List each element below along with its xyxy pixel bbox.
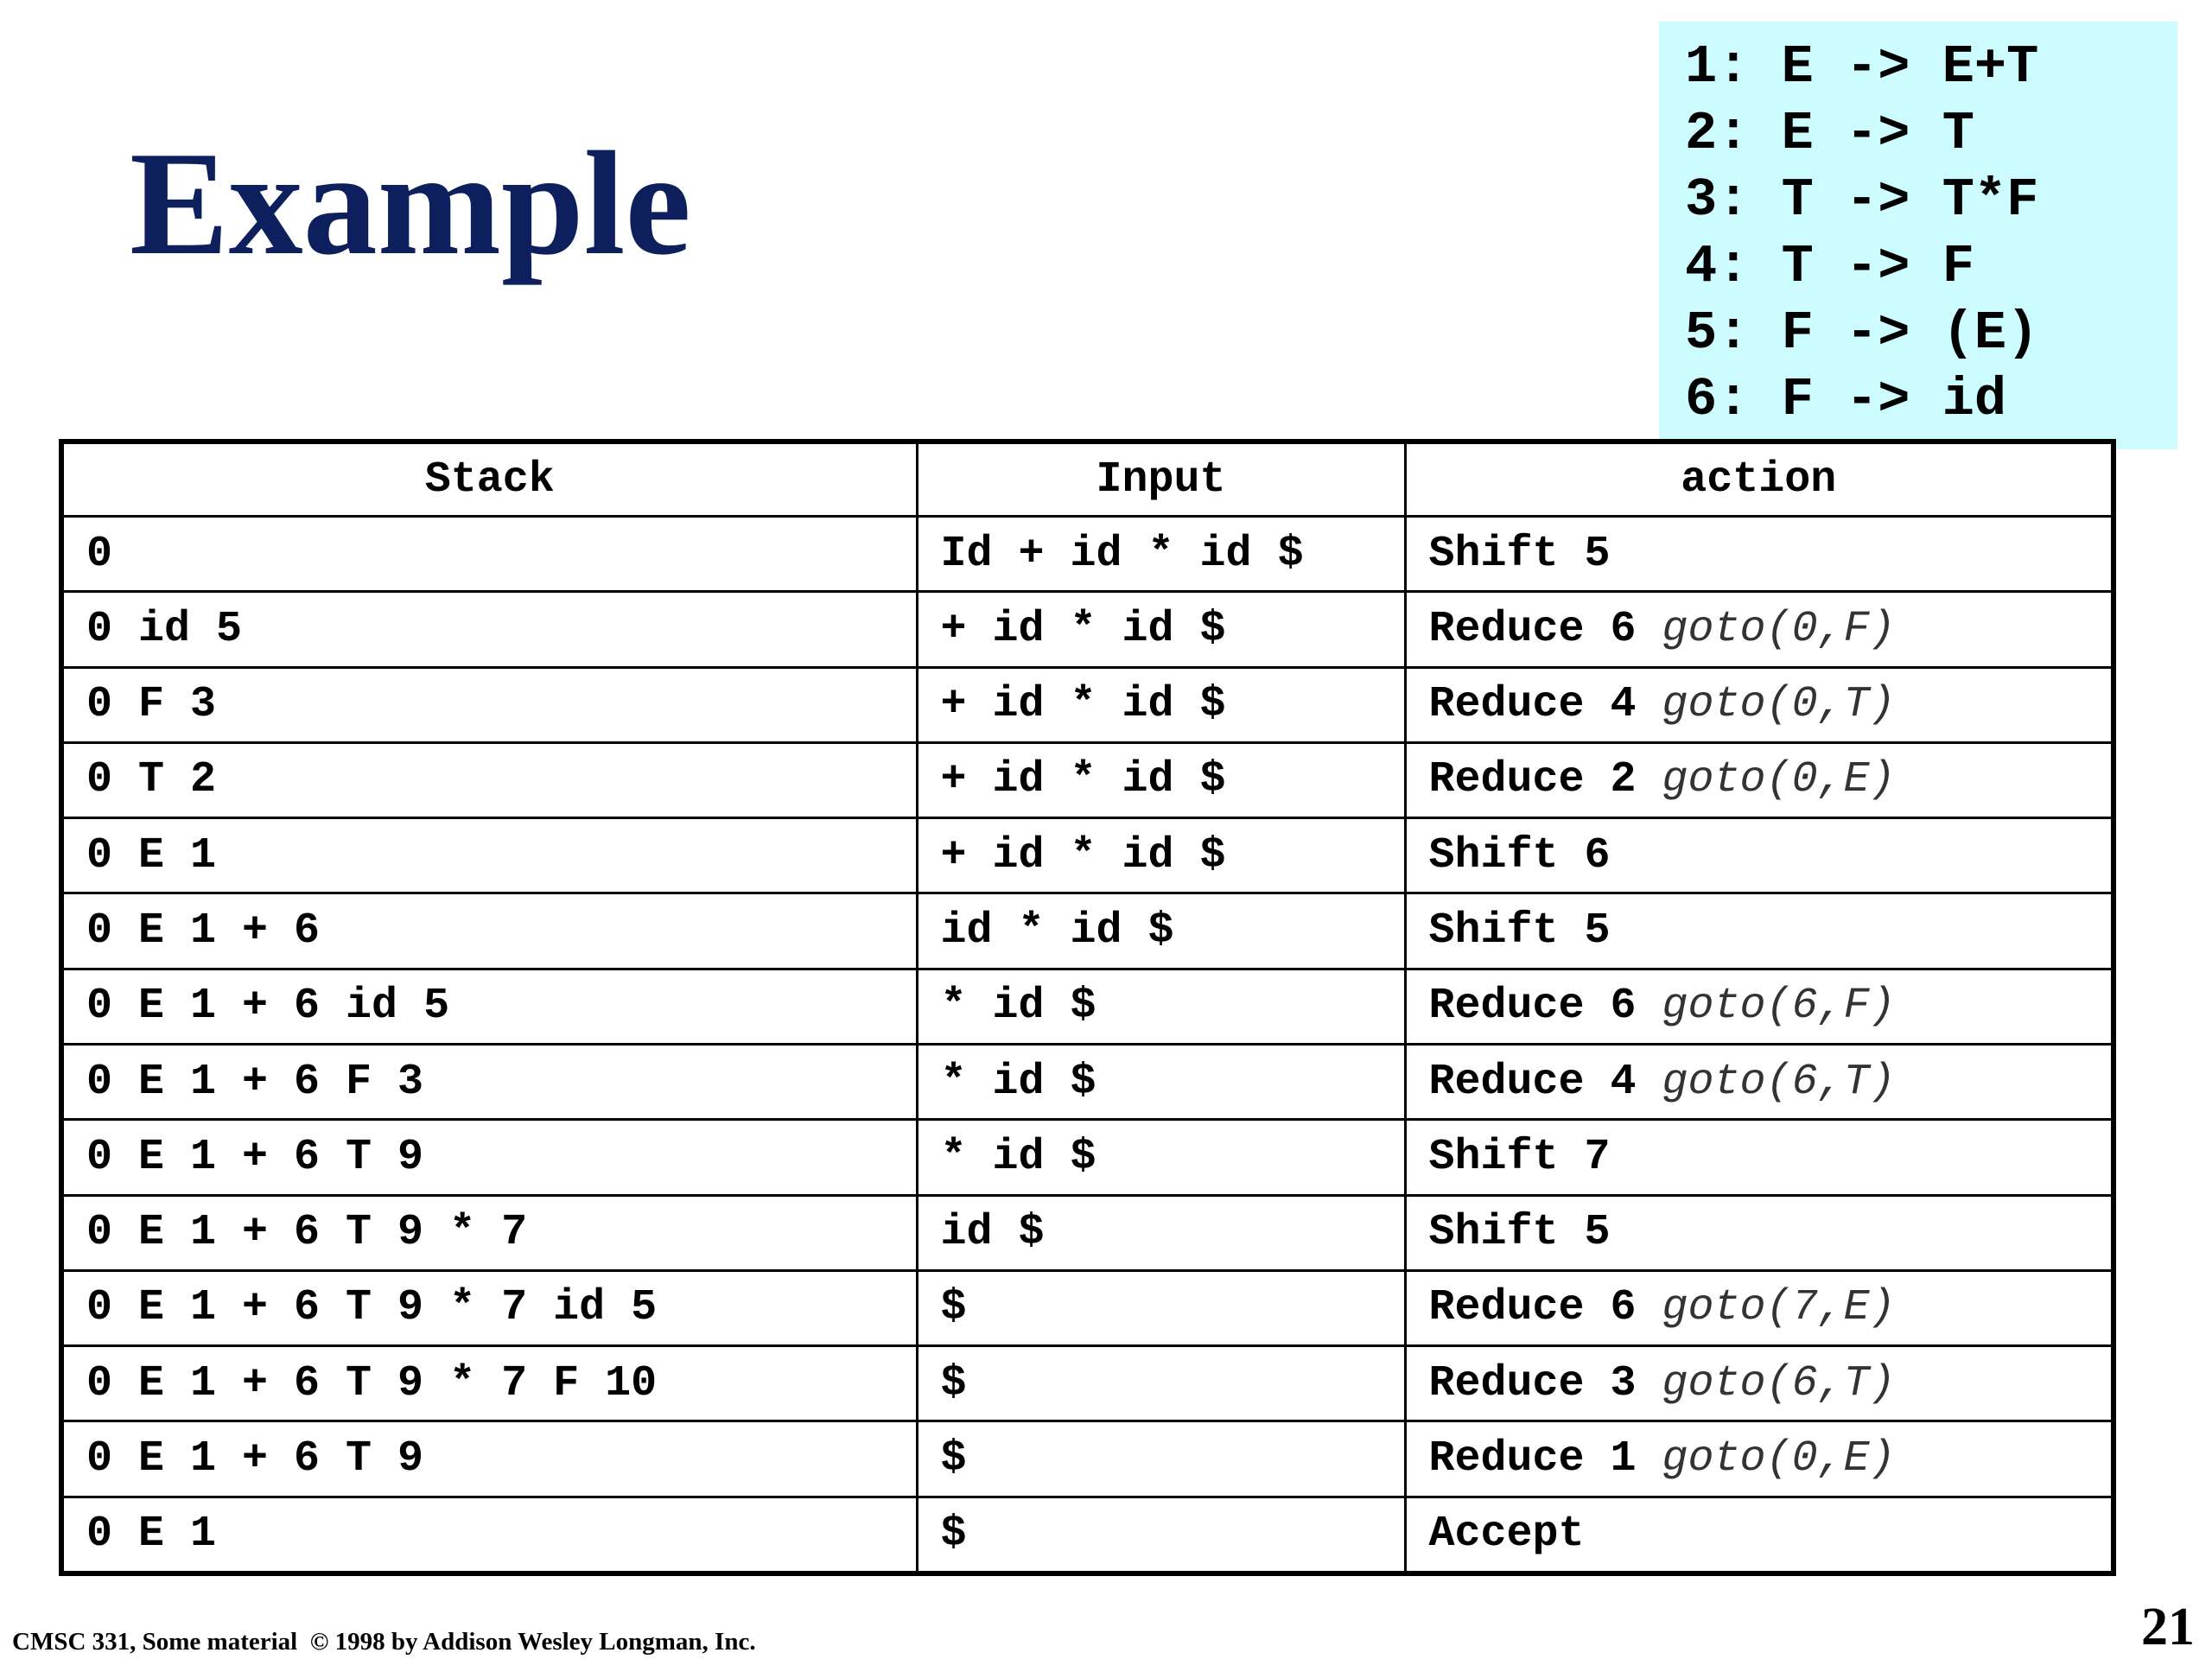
action-cell <box>1405 517 2113 592</box>
stack-cell: 0 F 3 <box>61 667 917 742</box>
goto-annotation: goto(7,E) <box>1662 1283 1896 1333</box>
rule-number: 5: <box>1685 302 1750 364</box>
rule-lhs: T <box>1781 236 1814 297</box>
input-cell: * id $ <box>917 969 1405 1044</box>
input-cell: $ <box>917 1421 1405 1497</box>
input-cell: $ <box>917 1346 1405 1421</box>
action-label: Shift 7 <box>1428 1132 1611 1182</box>
rule-arrow: -> <box>1846 36 1910 98</box>
action-label: Shift 5 <box>1428 906 1611 957</box>
action-label: Shift 5 <box>1428 529 1611 579</box>
goto-annotation: goto(0,E) <box>1662 755 1896 805</box>
grammar-rule <box>1685 34 2177 100</box>
action-label: Reduce 6 <box>1428 982 1637 1032</box>
table-row <box>61 969 2113 1044</box>
table-row <box>61 592 2113 667</box>
table-row <box>61 1497 2113 1573</box>
rule-rhs: (E) <box>1942 302 2039 364</box>
rule-rhs: E+T <box>1942 36 2039 98</box>
stack-cell: 0 E 1 + 6 T 9 <box>61 1421 917 1497</box>
action-cell <box>1405 893 2113 969</box>
table-row <box>61 517 2113 592</box>
rule-number: 1: <box>1685 36 1750 98</box>
goto-annotation: goto(0,T) <box>1662 680 1896 730</box>
input-cell: * id $ <box>917 1120 1405 1195</box>
goto-annotation: goto(0,E) <box>1662 1434 1896 1484</box>
action-label: Reduce 3 <box>1428 1358 1637 1408</box>
action-cell <box>1405 1120 2113 1195</box>
action-cell <box>1405 1497 2113 1573</box>
rule-rhs: id <box>1942 369 2007 430</box>
action-label: Shift 6 <box>1428 830 1611 880</box>
header-action: action <box>1405 442 2113 517</box>
table-row <box>61 742 2113 817</box>
input-cell: + id * id $ <box>917 667 1405 742</box>
rule-arrow: -> <box>1846 369 1910 430</box>
stack-cell: 0 E 1 + 6 <box>61 893 917 969</box>
goto-annotation: goto(6,T) <box>1662 1057 1896 1107</box>
stack-cell: 0 E 1 + 6 F 3 <box>61 1044 917 1119</box>
input-cell: + id * id $ <box>917 742 1405 817</box>
action-cell <box>1405 1044 2113 1119</box>
header-input: Input <box>917 442 1405 517</box>
footer-copyright: CMSC 331, Some material © 1998 by Addison Wesley Longman, Inc. <box>12 1628 756 1656</box>
rule-lhs: F <box>1781 302 1814 364</box>
action-cell <box>1405 592 2113 667</box>
action-label: Reduce 4 <box>1428 680 1637 730</box>
rule-arrow: -> <box>1846 302 1910 364</box>
rule-arrow: -> <box>1846 169 1910 231</box>
input-cell: * id $ <box>917 1044 1405 1119</box>
stack-cell: 0 E 1 + 6 T 9 <box>61 1120 917 1195</box>
table-row <box>61 1421 2113 1497</box>
rule-number: 6: <box>1685 369 1750 430</box>
input-cell: id * id $ <box>917 893 1405 969</box>
table-row <box>61 667 2113 742</box>
rule-number: 4: <box>1685 236 1750 297</box>
rule-number: 3: <box>1685 169 1750 231</box>
table-row <box>61 818 2113 893</box>
stack-cell: 0 E 1 <box>61 1497 917 1573</box>
rule-number: 2: <box>1685 103 1750 164</box>
action-label: Reduce 6 <box>1428 604 1637 654</box>
stack-cell: 0 E 1 + 6 T 9 * 7 id 5 <box>61 1270 917 1345</box>
rule-rhs: F <box>1942 236 1974 297</box>
input-cell: + id * id $ <box>917 592 1405 667</box>
action-cell <box>1405 667 2113 742</box>
action-label: Accept <box>1428 1510 1585 1560</box>
goto-annotation: goto(6,T) <box>1662 1358 1896 1408</box>
rule-lhs: F <box>1781 369 1814 430</box>
input-cell: $ <box>917 1497 1405 1573</box>
input-cell: Id + id * id $ <box>917 517 1405 592</box>
goto-annotation: goto(6,F) <box>1662 982 1896 1032</box>
rule-arrow: -> <box>1846 236 1910 297</box>
action-cell <box>1405 818 2113 893</box>
grammar-rule <box>1685 366 2177 433</box>
action-label: Reduce 2 <box>1428 755 1637 805</box>
action-label: Shift 5 <box>1428 1208 1611 1258</box>
table-row <box>61 1120 2113 1195</box>
stack-cell: 0 E 1 <box>61 818 917 893</box>
action-label: Reduce 6 <box>1428 1283 1637 1333</box>
table-row <box>61 1195 2113 1270</box>
stack-cell: 0 E 1 + 6 T 9 * 7 F 10 <box>61 1346 917 1421</box>
rule-arrow: -> <box>1846 103 1910 164</box>
grammar-rule <box>1685 100 2177 167</box>
rule-rhs: T <box>1942 103 1974 164</box>
action-cell <box>1405 969 2113 1044</box>
action-cell <box>1405 1346 2113 1421</box>
action-cell <box>1405 742 2113 817</box>
input-cell: + id * id $ <box>917 818 1405 893</box>
header-stack: Stack <box>61 442 917 517</box>
action-label: Reduce 1 <box>1428 1434 1637 1484</box>
rule-lhs: T <box>1781 169 1814 231</box>
grammar-box <box>1659 22 2177 449</box>
slide-title: Example <box>130 122 691 286</box>
table-header-row <box>61 442 2113 517</box>
parse-trace-table <box>59 439 2116 1576</box>
action-cell <box>1405 1195 2113 1270</box>
grammar-rule <box>1685 167 2177 233</box>
table-row <box>61 893 2113 969</box>
action-cell <box>1405 1270 2113 1345</box>
action-label: Reduce 4 <box>1428 1057 1637 1107</box>
table-row <box>61 1270 2113 1345</box>
rule-rhs: T*F <box>1942 169 2039 231</box>
input-cell: $ <box>917 1270 1405 1345</box>
input-cell: id $ <box>917 1195 1405 1270</box>
goto-annotation: goto(0,F) <box>1662 604 1896 654</box>
table-row <box>61 1346 2113 1421</box>
stack-cell: 0 id 5 <box>61 592 917 667</box>
action-cell <box>1405 1421 2113 1497</box>
stack-cell: 0 T 2 <box>61 742 917 817</box>
page-number: 21 <box>2141 1598 2195 1656</box>
grammar-rule <box>1685 233 2177 300</box>
stack-cell: 0 E 1 + 6 T 9 * 7 <box>61 1195 917 1270</box>
stack-cell: 0 E 1 + 6 id 5 <box>61 969 917 1044</box>
rule-lhs: E <box>1781 103 1814 164</box>
rule-lhs: E <box>1781 36 1814 98</box>
stack-cell: 0 <box>61 517 917 592</box>
grammar-rule <box>1685 300 2177 366</box>
table-row <box>61 1044 2113 1119</box>
